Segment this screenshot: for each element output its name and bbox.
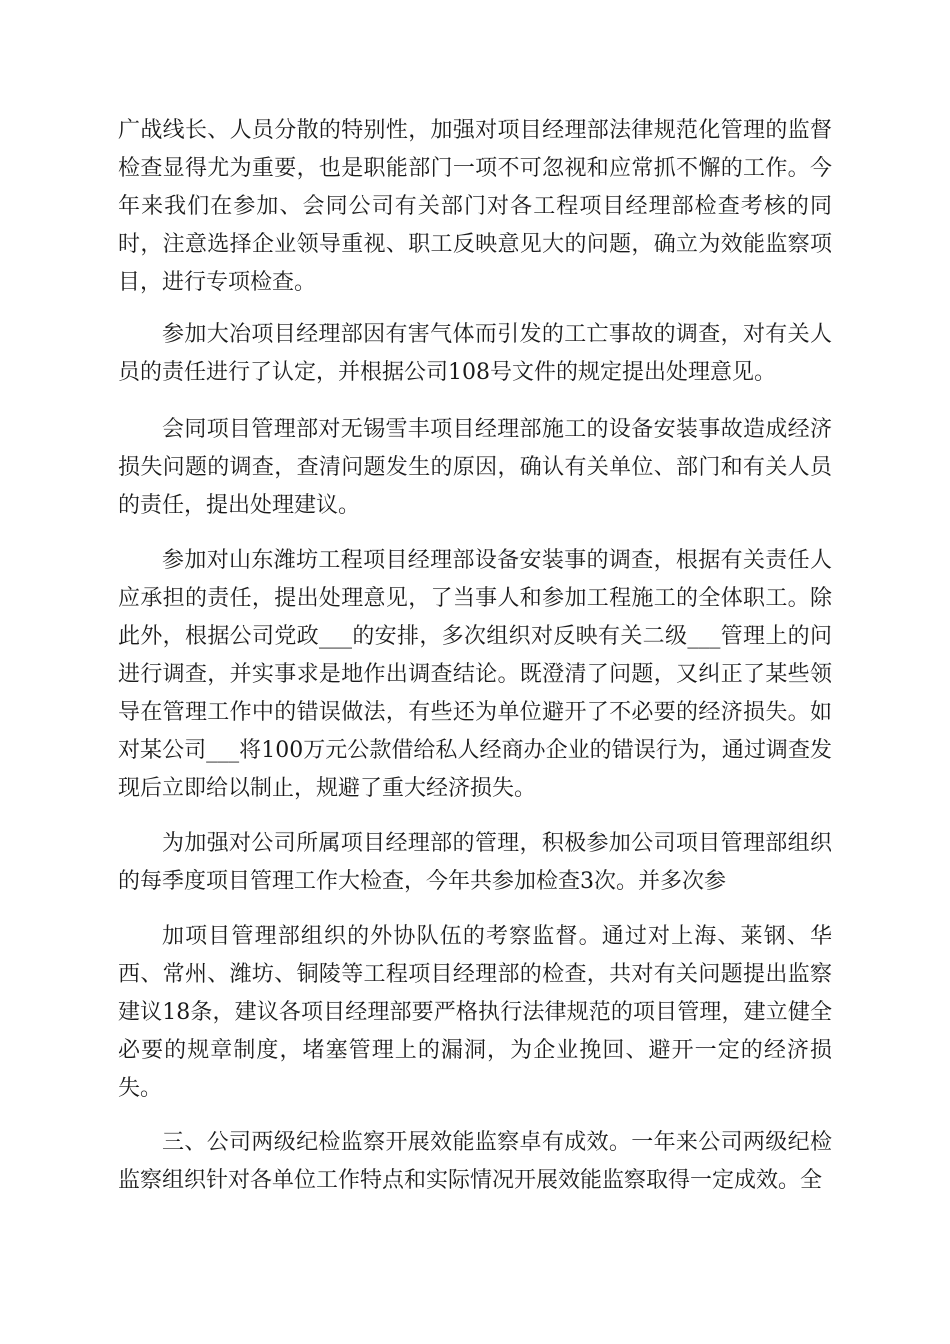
paragraph-2: 参加大冶项目经理部因有害气体而引发的工亡事故的调查，对有关人员的责任进行了认定，并根据公司108号文件的规定提出处理意见。 xyxy=(118,322,832,385)
paragraph-6: 加项目管理部组织的外协队伍的考察监督。通过对上海、莱钢、华西、常州、潍坊、铜陵等工程项目经理部的检查，共对有关问题提出监察建议18条，建议各项目经理部要严格执行法律规范的项目管理，建立健全必要的规章制度，堵塞管理上的漏洞，为企业挽回、避开一定的经济损失。 xyxy=(118,924,832,1101)
paragraph-7: 三、公司两级纪检监察开展效能监察卓有成效。一年来公司两级纪检监察组织针对各单位工作特点和实际情况开展效能监察取得一定成效。全 xyxy=(118,1130,832,1193)
paragraph-1: 广战线长、人员分散的特别性，加强对项目经理部法律规范化管理的监督检查显得尤为重要，也是职能部门一项不可忽视和应常抓不懈的工作。今年来我们在参加、会同公司有关部门对各工程项目经理部检查考核的同时，注意选择企业领导重视、职工反映意见大的问题，确立为效能监察项目，进行专项检查。 xyxy=(118,118,832,295)
paragraph-3: 会同项目管理部对无锡雪丰项目经理部施工的设备安装事故造成经济损失问题的调查，查清问题发生的原因，确认有关单位、部门和有关人员的责任，提出处理建议。 xyxy=(118,417,832,518)
paragraph-5: 为加强对公司所属项目经理部的管理，积极参加公司项目管理部组织的每季度项目管理工作大检查，今年共参加检查3次。并多次参 xyxy=(118,831,832,894)
paragraph-4: 参加对山东潍坊工程项目经理部设备安装事的调查，根据有关责任人应承担的责任，提出处理意见，了当事人和参加工程施工的全体职工。除此外，根据公司党政___的安排，多次组织对反映有关二级___管理上的问进行调查，并实事求是地作出调查结论。既澄清了问题，又纠正了某些领导在管理工作中的错误做法，有些还为单位避开了不必要的经济损失。如对某公司___将100万元公款借给私人经商办企业的错误行为，通过调查发现后立即给以制止，规避了重大经济损失。 xyxy=(118,548,832,801)
